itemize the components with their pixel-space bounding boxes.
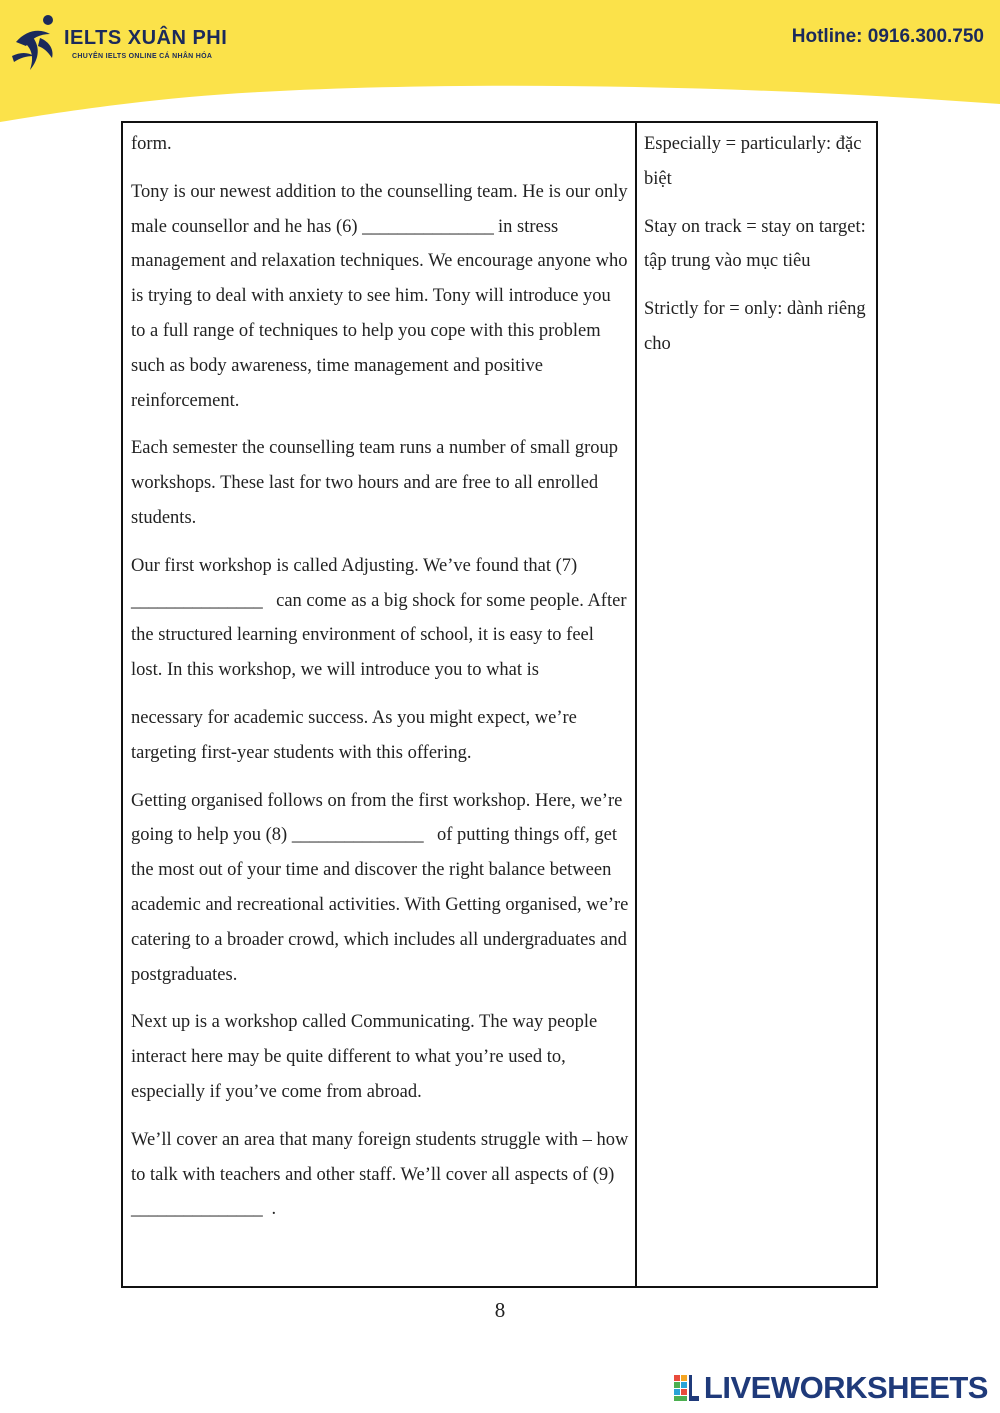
vocab-item: Stay on track = stay on target: tập trung vào mục tiêu [644,216,866,272]
vocabulary-column [644,123,869,375]
header-band [0,0,1000,130]
passage-paragraph-7: Next up is a workshop called Communicating. The way people interact here may be quite different to what you’re used to, especially if you’ve come from abroad. [131,1012,598,1102]
vocab-item: Especially = particularly: đặc biệt [644,134,862,189]
brand-name: IELTS XUÂN PHI [64,27,228,49]
blank-6[interactable]: _______________ [362,216,494,237]
vocab-item: Strictly for = only: dành riêng cho [644,299,866,354]
brand-logo-icon [10,12,62,74]
brand-tagline: CHUYÊN IELTS ONLINE CÁ NHÂN HÓA [72,53,213,60]
passage-column [131,123,633,1240]
passage-paragraph-5: necessary for academic success. As you might expect, we’re targeting first-year students with this offering. [131,707,577,763]
blank-8[interactable]: _______________ [291,825,424,846]
header-yellow-wave [0,0,1000,130]
passage-paragraph-2: Tony is our newest addition to the counselling team. He is our only male counsellor and he has (6) _______________ in stress management and relaxation techniques. We encourage anyone who is trying to deal with anxiety to see him. Tony will introduce you to a full range of techniques to help you cope with this problem such as body awareness, time management and positive reinforcement. [131,181,628,411]
passage-paragraph-8: We’ll cover an area that many foreign students struggle with – how to talk with teachers and other staff. We’ll cover all aspects of (9) _______________ . [131,1129,629,1220]
page-number: 8 [494,1298,506,1322]
liveworksheets-icon [674,1375,700,1401]
passage-paragraph-4: Our first workshop is called Adjusting. We’ve found that (7) _______________ can come as a big shock for some people. After the structured learning environment of school, it is easy to feel lost. In this workshop, we will introduce you to what is [131,555,632,681]
passage-paragraph-3: Each semester the counselling team runs a number of small group workshops. These last for two hours and are free to all enrolled students. [131,438,619,528]
blank-9[interactable]: _______________ [131,1199,263,1220]
passage-paragraph-1: form. [131,134,172,154]
blank-7[interactable]: _______________ [131,590,263,611]
content-table [121,121,878,1288]
liveworksheets-watermark [674,1370,988,1406]
column-divider [635,123,637,1286]
hotline-text: Hotline: 0916.300.750 [791,26,984,47]
passage-paragraph-6: Getting organised follows on from the first workshop. Here, we’re going to help you (8) _______________ of putting things off, get the most out of your time and discover the right balance between academic and recreational activities. With Getting organised, we’re catering to a broader crowd, which includes all undergraduates and postgraduates. [131,790,633,985]
liveworksheets-text: LIVEWORKSHEETS [703,1370,988,1405]
